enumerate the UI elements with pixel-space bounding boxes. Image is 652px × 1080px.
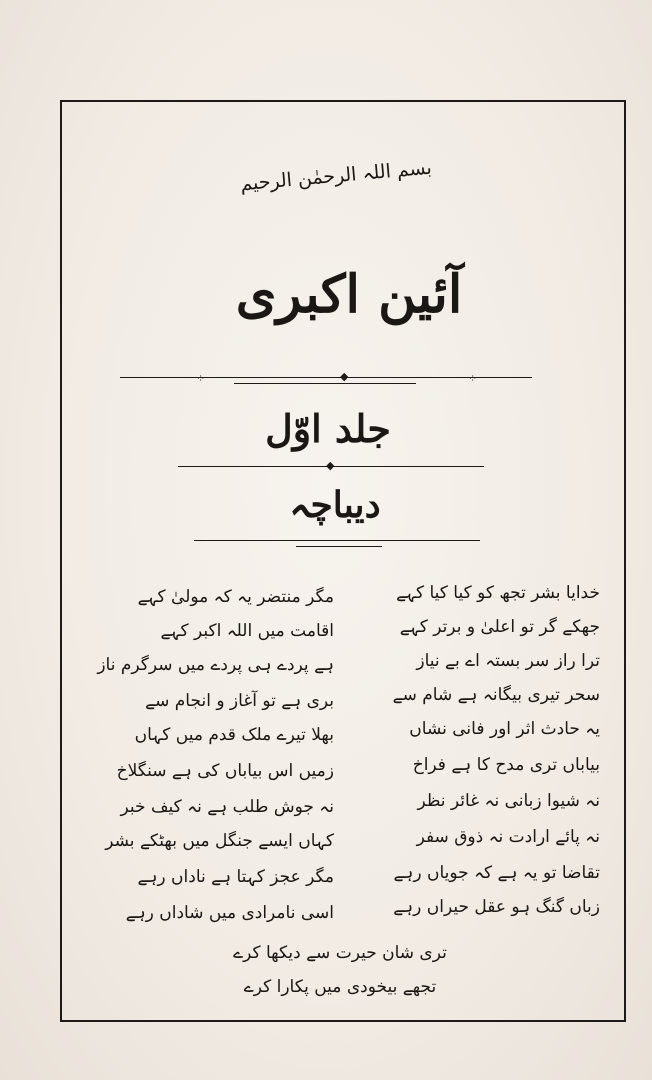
- verse-line: کہاں ایسے جنگل میں بھٹکے بشر: [105, 831, 334, 851]
- preface-heading: دیباچہ: [289, 484, 381, 526]
- verse-line: اقامت میں اللہ اکبر کہے: [160, 621, 334, 641]
- verse-line: یہ حادث اثر اور فانی نشاں: [409, 719, 600, 739]
- verse-line: جھکے گر تو اعلیٰ و برتر کہے: [399, 617, 600, 637]
- verse-line: اسی نامرادی میں شاداں رہے: [125, 903, 334, 923]
- verse-line: بری ہے تو آغاز و انجام سے: [145, 691, 334, 711]
- verse-line: نہ جوش طلب ہے نہ کیف خبر: [120, 797, 334, 817]
- book-title: آئین اکبری: [235, 264, 463, 325]
- verse-line: زمیں اس بیاباں کی ہے سنگلاخ: [116, 761, 334, 781]
- verse-line: مگر عجز کہتا ہے ناداں رہے: [137, 867, 334, 887]
- rule-ornament-icon: ◆: [326, 459, 335, 472]
- verse-line: سحر تیری بیگانہ ہے شام سے: [392, 685, 600, 705]
- verse-line: خدایا بشر تجھ کو کیا کیا کہے: [396, 583, 600, 603]
- verse-line: بیاباں تری مدح کا ہے فراخ: [412, 755, 600, 775]
- verse-line: ہے پردے ہی پردے میں سرگرم ناز: [97, 655, 334, 675]
- verse-line: نہ شیوا زبانی نہ غائر نظر: [417, 791, 600, 811]
- closing-verse-line: تری شان حیرت سے دیکھا کرے: [233, 943, 447, 963]
- rule-ornament-icon: ◆: [340, 370, 349, 383]
- ornamental-rule-top-inner: [234, 383, 416, 384]
- verse-line: بھلا تیرے ملک قدم میں کہاں: [134, 725, 334, 745]
- ornamental-rule-bottom-inner: [296, 546, 382, 547]
- volume-heading: جلد اوّل: [265, 406, 391, 451]
- verse-line: مگر منتضر یہ کہ مولیٰ کہے: [137, 587, 334, 607]
- verse-line: زباں گنگ ہو عقل حیراں رہے: [393, 897, 600, 917]
- rule-ornament-icon: ⁘: [196, 372, 206, 385]
- verse-line: ترا راز سر بستہ اے بے نیاز: [416, 651, 600, 671]
- verse-line: تقاضا تو یہ ہے کہ جویاں رہے: [393, 863, 600, 883]
- basmala-heading: بسم اللہ الرحمٰن الرحیم: [239, 156, 433, 196]
- rule-ornament-icon: ⁘: [468, 372, 478, 385]
- ornamental-rule-bottom: [194, 540, 480, 541]
- closing-verse-line: تجھے بیخودی میں پکارا کرے: [243, 977, 437, 997]
- verse-line: نہ پائے ارادت نہ ذوق سفر: [416, 827, 600, 847]
